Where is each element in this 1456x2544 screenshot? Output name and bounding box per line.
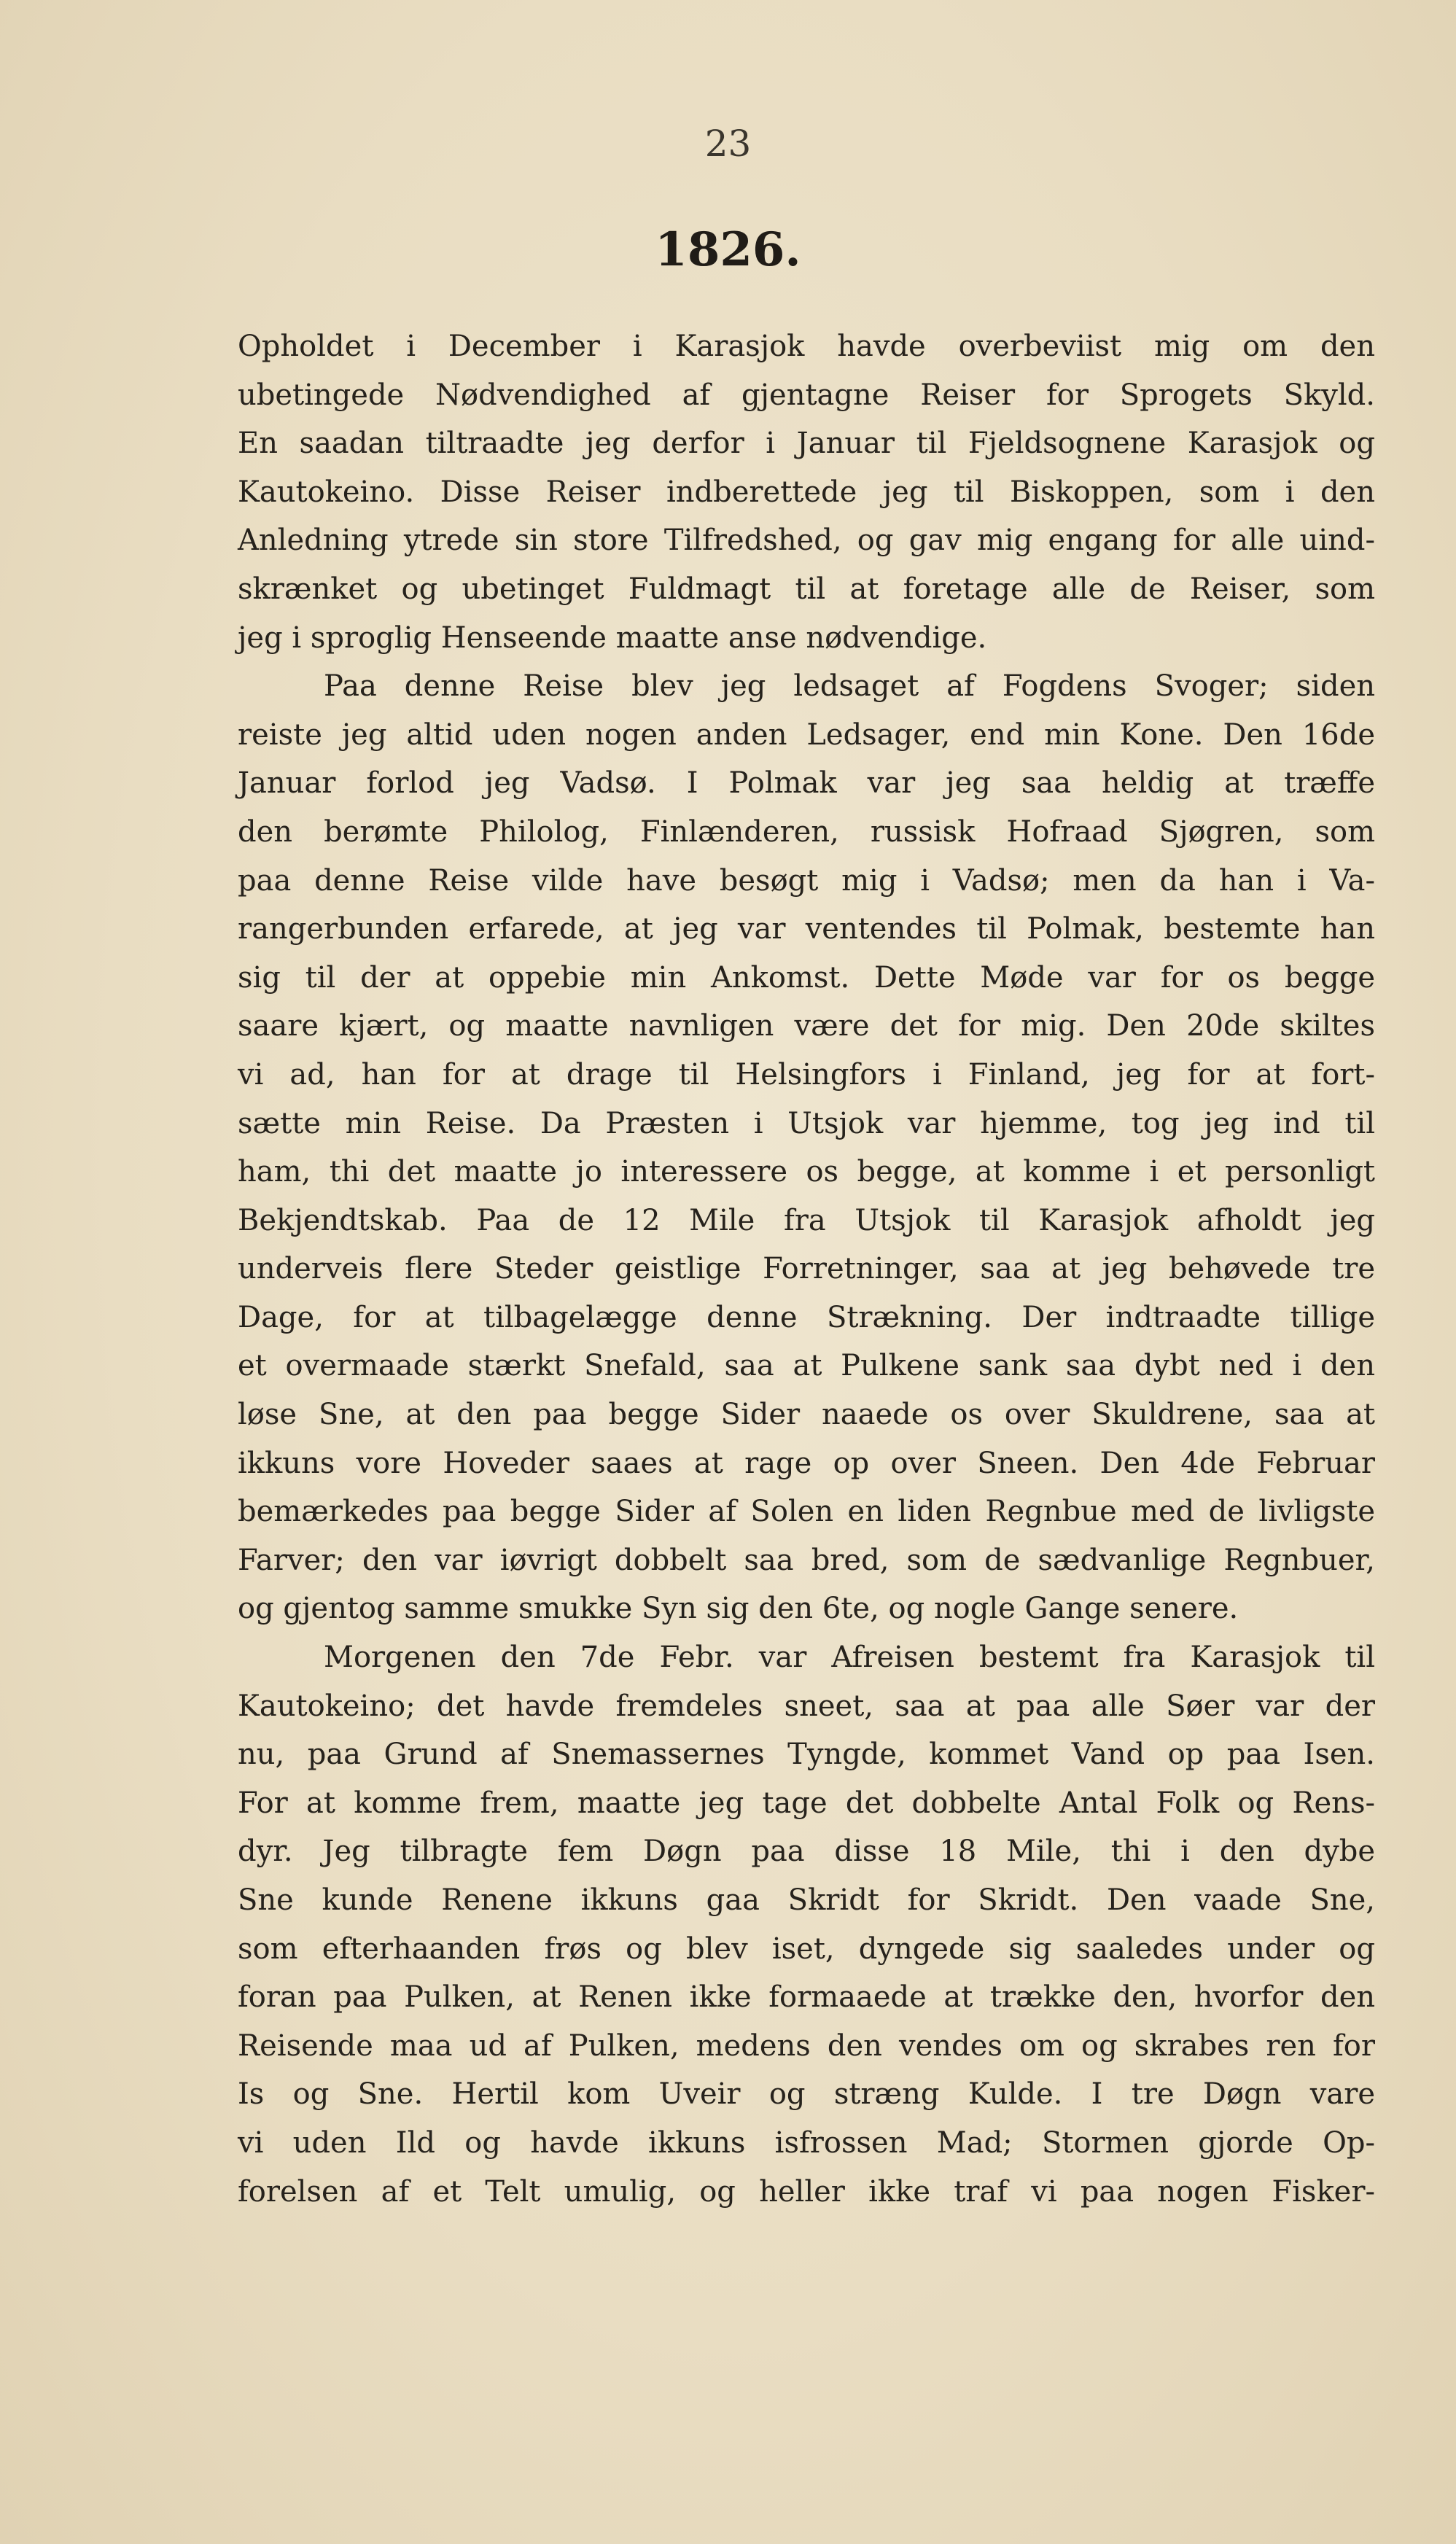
text-line: et overmaade stærkt Snefald, saa at Pulkene sank saa dybt ned i den [238, 1349, 1375, 1383]
text-line: vi ad, han for at drage til Helsingfors i Finland, jeg for at fort- [238, 1057, 1375, 1092]
text-line: Bekjendtskab. Paa de 12 Mile fra Utsjok til Karasjok afholdt jeg [238, 1203, 1375, 1237]
body-text [238, 322, 1375, 2216]
text-line: Morgenen den 7de Febr. var Afreisen bestemt fra Karasjok til [324, 1641, 1375, 1675]
text-line: nu, paa Grund af Snemassernes Tyngde, kommet Vand op paa Isen. [238, 1738, 1375, 1772]
text-line: Sne kunde Renene ikkuns gaa Skridt for Skridt. Den vaade Sne, [238, 1883, 1375, 1917]
text-line: vi uden Ild og havde ikkuns isfrossen Mad; Stormen gjorde Op- [238, 2125, 1375, 2160]
text-line: saare kjært, og maatte navnligen være det for mig. Den 20de skiltes [238, 1009, 1375, 1043]
text-line: sætte min Reise. Da Præsten i Utsjok var hjemme, tog jeg ind til [238, 1106, 1375, 1140]
text-line: For at komme frem, maatte jeg tage det dobbelte Antal Folk og Rens- [238, 1786, 1375, 1820]
text-line: dyr. Jeg tilbragte fem Døgn paa disse 18 Mile, thi i den dybe [238, 1835, 1375, 1869]
text-line: skrænket og ubetinget Fuldmagt til at foretage alle de Reiser, som [238, 572, 1375, 606]
text-line: Paa denne Reise blev jeg ledsaget af Fogdens Svoger; siden [324, 669, 1375, 704]
text-line: som efterhaanden frøs og blev iset, dyngede sig saaledes under og [238, 1932, 1375, 1966]
text-line: Reisende maa ud af Pulken, medens den vendes om og skrabes ren for [238, 2028, 1375, 2063]
text-line: ham, thi det maatte jo interessere os begge, at komme i et personligt [238, 1155, 1375, 1189]
text-line: Is og Sne. Hertil kom Uveir og stræng Kulde. I tre Døgn vare [238, 2077, 1375, 2112]
text-line: Januar forlod jeg Vadsø. I Polmak var jeg saa heldig at træffe [238, 766, 1375, 801]
text-line: sig til der at oppebie min Ankomst. Dette Møde var for os begge [238, 960, 1375, 995]
text-line: bemærkedes paa begge Sider af Solen en liden Regnbue med de livligste [238, 1495, 1375, 1529]
text-line: ubetingede Nødvendighed af gjentagne Reiser for Sprogets Skyld. [238, 378, 1375, 412]
page-number: 23 [704, 122, 752, 165]
text-line: ikkuns vore Hoveder saaes at rage op over Sneen. Den 4de Februar [238, 1446, 1375, 1480]
text-line: En saadan tiltraadte jeg derfor i Januar til Fjeldsognene Karasjok og [238, 427, 1375, 461]
text-line: foran paa Pulken, at Renen ikke formaaede at trække den, hvorfor den [238, 1980, 1375, 2015]
text-line: Dage, for at tilbagelægge denne Strækning. Der indtraadte tillige [238, 1300, 1375, 1334]
text-line: Kautokeino. Disse Reiser indberettede jeg til Biskoppen, som i den [238, 475, 1375, 509]
text-line: forelsen af et Telt umulig, og heller ikke traf vi paa nogen Fisker- [238, 2174, 1375, 2209]
text-line: løse Sne, at den paa begge Sider naaede os over Skuldrene, saa at [238, 1398, 1375, 1432]
text-line: og gjentog samme smukke Syn sig den 6te, og nogle Gange senere. [238, 1592, 1239, 1626]
text-line: Opholdet i December i Karasjok havde overbeviist mig om den [238, 330, 1375, 363]
year-heading: 1826. [655, 222, 801, 277]
text-line: Anledning ytrede sin store Tilfredshed, og gav mig engang for alle uind- [238, 524, 1375, 558]
text-line: Kautokeino; det havde fremdeles sneet, saa at paa alle Søer var der [238, 1689, 1375, 1723]
text-line: rangerbunden erfarede, at jeg var ventendes til Polmak, bestemte han [238, 912, 1375, 946]
text-line: underveis flere Steder geistlige Forretninger, saa at jeg behøvede tre [238, 1252, 1375, 1286]
text-line: den berømte Philolog, Finlænderen, russisk Hofraad Sjøgren, som [238, 814, 1375, 849]
text-line: jeg i sproglig Henseende maatte anse nødvendige. [238, 621, 987, 655]
text-line: reiste jeg altid uden nogen anden Ledsager, end min Kone. Den 16de [238, 717, 1375, 752]
text-line: paa denne Reise vilde have besøgt mig i Vadsø; men da han i Va- [238, 863, 1375, 898]
text-line: Farver; den var iøvrigt dobbelt saa bred, som de sædvanlige Regnbuer, [238, 1543, 1375, 1577]
